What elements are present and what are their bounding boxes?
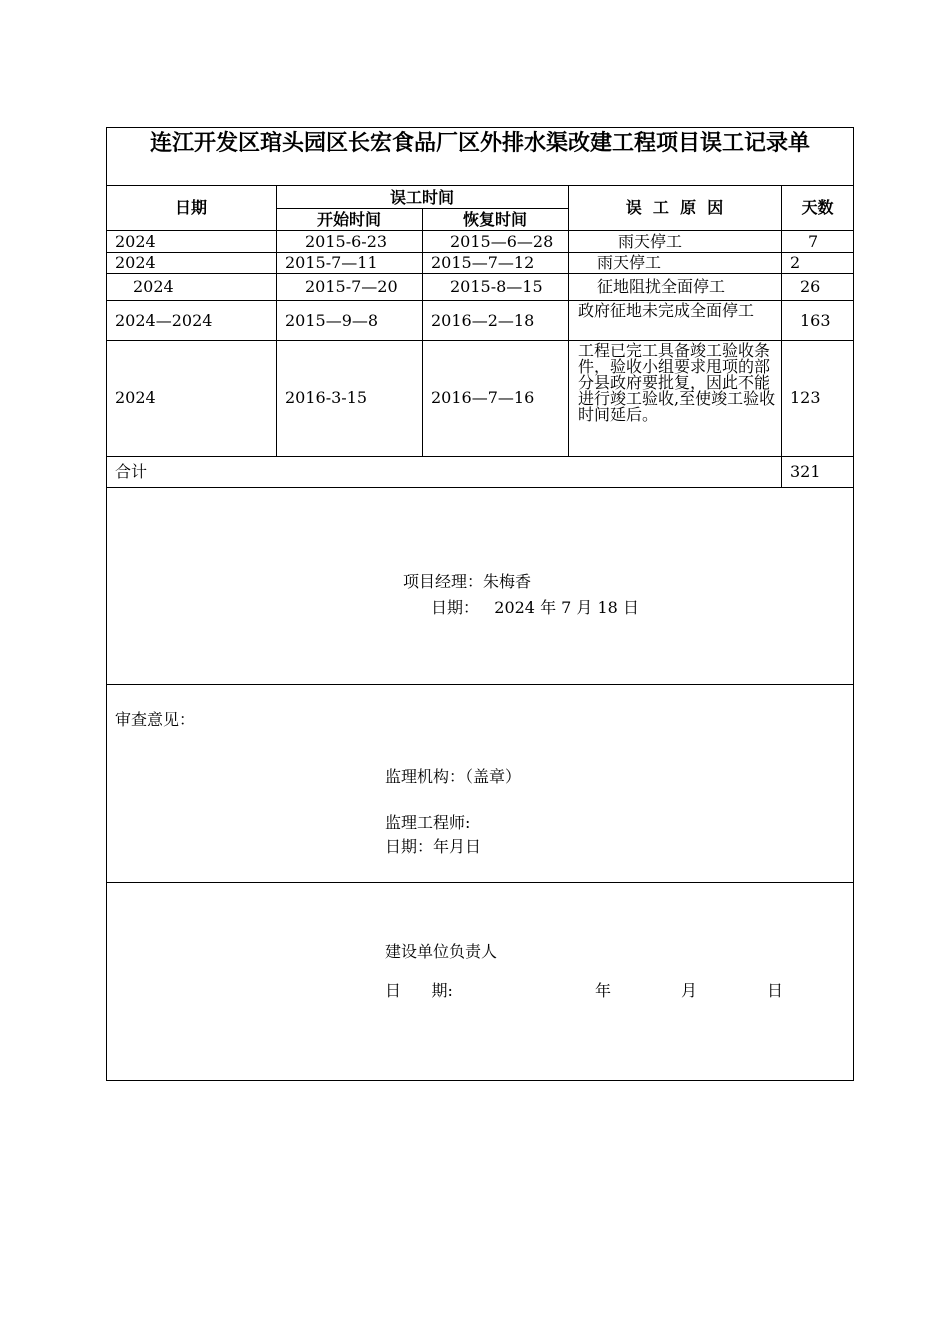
row-reason: 工程已完工具备竣工验收条件，验收小组要求甩项的部分县政府要批复，因此不能进行竣工验收,至使竣工验收时间延后。 — [578, 341, 776, 424]
rule — [106, 230, 854, 231]
header-date: 日期 — [174, 198, 207, 217]
review-label: 审查意见： — [115, 710, 196, 729]
total-label: 合计 — [115, 462, 148, 481]
row-days: 123 — [790, 388, 821, 407]
row-end: 2015—6—28 — [450, 232, 554, 251]
rule — [106, 487, 854, 488]
review-date: 日期：年月日 — [385, 837, 482, 856]
row-reason: 雨天停工 — [618, 232, 683, 251]
row-date: 2024 — [115, 388, 156, 407]
rule — [568, 185, 569, 456]
owner-month: 月 — [681, 981, 698, 1000]
row-date: 2024 — [133, 277, 174, 296]
row-start: 2015-6-23 — [305, 232, 388, 251]
row-reason: 政府征地未完成全面停工 — [578, 301, 755, 320]
header-start-time: 开始时间 — [316, 210, 381, 229]
row-start: 2016-3-15 — [285, 388, 368, 407]
header-days: 天数 — [801, 198, 834, 217]
header-delay-time: 误工时间 — [389, 188, 454, 207]
row-start: 2015-7—11 — [285, 253, 378, 272]
form-title: 连江开发区琯头园区长宏食品厂区外排水渠改建工程项目误工记录单 — [149, 131, 810, 156]
row-reason: 雨天停工 — [597, 253, 662, 272]
rule — [106, 185, 854, 186]
header-resume-time: 恢复时间 — [462, 210, 527, 229]
row-date: 2024 — [115, 232, 156, 251]
rule — [106, 456, 854, 457]
owner-date-label: 日 期: — [385, 981, 453, 1000]
row-start: 2015-7—20 — [305, 277, 398, 296]
owner-day: 日 — [767, 981, 784, 1000]
rule — [781, 185, 782, 487]
row-date: 2024—2024 — [115, 311, 213, 330]
row-days: 26 — [800, 277, 821, 296]
rule — [422, 208, 423, 456]
row-days: 7 — [808, 232, 819, 251]
owner-label: 建设单位负责人 — [385, 942, 498, 961]
row-reason: 征地阻扰全面停工 — [597, 277, 726, 296]
row-days: 163 — [800, 311, 831, 330]
row-end: 2015-8—15 — [450, 277, 543, 296]
total-days: 321 — [790, 462, 821, 481]
manager-signature: 项目经理：朱梅香 — [403, 572, 532, 591]
row-start: 2015—9—8 — [285, 311, 379, 330]
row-end: 2016—2—18 — [431, 311, 535, 330]
rule — [106, 684, 854, 685]
row-end: 2016—7—16 — [431, 388, 535, 407]
rule — [106, 273, 854, 274]
row-days: 2 — [790, 253, 801, 272]
header-reason: 误 工 原 因 — [625, 198, 724, 217]
owner-year: 年 — [595, 981, 612, 1000]
supervision-agency: 监理机构：（盖章） — [385, 767, 522, 786]
supervision-engineer: 监理工程师: — [385, 813, 471, 832]
manager-date: 日期： 2024 年 7 月 18 日 — [431, 598, 639, 617]
row-date: 2024 — [115, 253, 156, 272]
row-end: 2015—7—12 — [431, 253, 535, 272]
rule — [106, 882, 854, 883]
